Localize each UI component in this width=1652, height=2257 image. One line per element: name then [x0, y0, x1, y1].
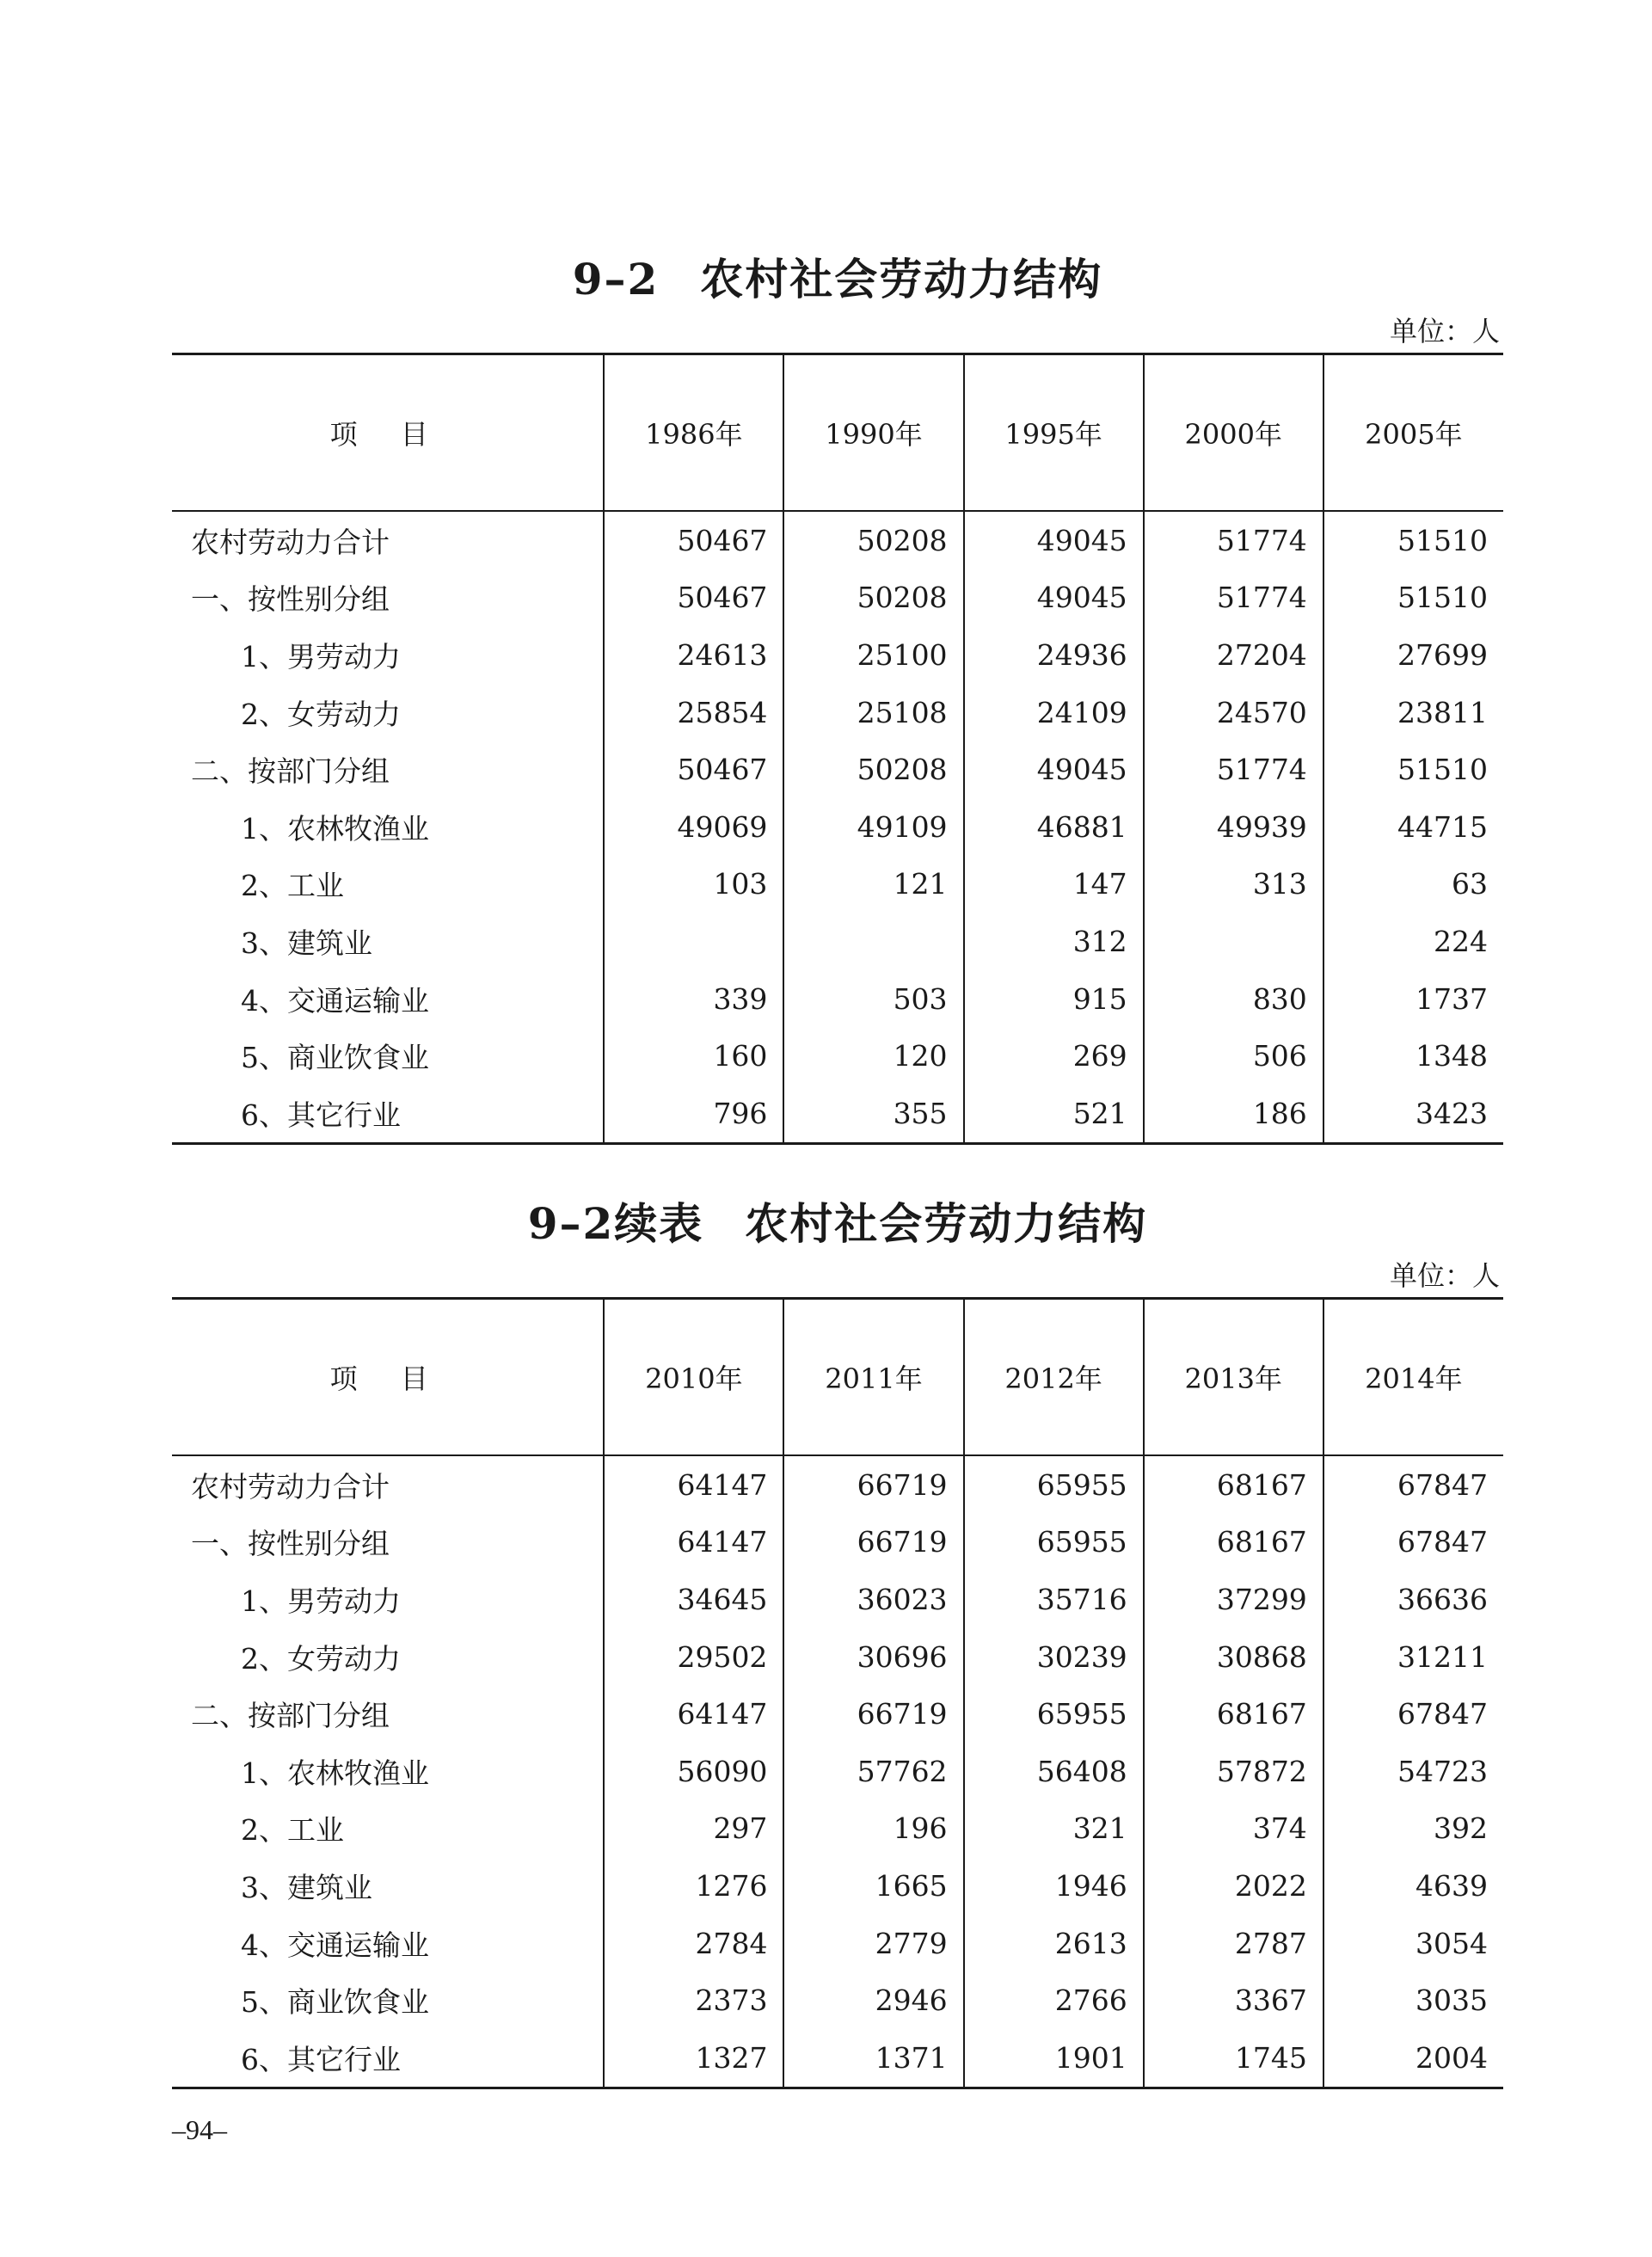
table-body: [172, 511, 1503, 1143]
row-label: 4、交通运输业: [241, 1928, 429, 1962]
cell-value: 3054: [1323, 1915, 1503, 1972]
row-label: 1、男劳动力: [241, 1584, 401, 1618]
header-year: 2012年: [964, 1299, 1144, 1456]
table-title-text: 农村社会劳动力结构: [700, 254, 1103, 304]
cell-value: 57872: [1144, 1743, 1323, 1800]
cell-value: 49045: [964, 741, 1144, 798]
row-label: 2、工业: [241, 869, 344, 903]
cell-value: 57762: [783, 1743, 963, 1800]
cell-value: 503: [783, 970, 963, 1028]
cell-value: 186: [1144, 1085, 1323, 1143]
cell-value: 36636: [1323, 1571, 1503, 1628]
table-row: [172, 913, 1503, 970]
row-label: 二、按部门分组: [191, 754, 390, 789]
table-row: [172, 1915, 1503, 1972]
header-year: 2010年: [604, 1299, 783, 1456]
cell-value: 2946: [783, 1971, 963, 2029]
header-year: 2005年: [1323, 354, 1503, 512]
cell-value: 321: [964, 1800, 1144, 1858]
cell-value: 34645: [604, 1571, 783, 1628]
cell-value: 49109: [783, 798, 963, 856]
cell-value: [1144, 913, 1323, 970]
table-row: [172, 1857, 1503, 1915]
cell-value: 65955: [964, 1455, 1144, 1514]
cell-value: 2787: [1144, 1915, 1323, 1972]
cell-value: 51774: [1144, 511, 1323, 569]
cell-value: 1946: [964, 1857, 1144, 1915]
unit-label: 单位：人: [1389, 315, 1500, 347]
row-label: 4、交通运输业: [241, 983, 429, 1018]
cell-value: 506: [1144, 1027, 1323, 1085]
cell-value: 54723: [1323, 1743, 1503, 1800]
cell-value: 50467: [604, 569, 783, 627]
header-year: 2000年: [1144, 354, 1323, 512]
cell-value: 224: [1323, 913, 1503, 970]
cell-value: 56090: [604, 1743, 783, 1800]
table-title: [172, 249, 1503, 310]
row-label: 1、男劳动力: [241, 639, 401, 673]
row-label: 3、建筑业: [241, 1870, 372, 1904]
cell-value: 3035: [1323, 1971, 1503, 2029]
page-number: –94–: [172, 2114, 227, 2145]
table-row: [172, 856, 1503, 913]
row-label: 6、其它行业: [241, 2042, 401, 2076]
cell-value: 68167: [1144, 1514, 1323, 1571]
row-label: 2、女劳动力: [241, 1641, 401, 1676]
cell-value: 67847: [1323, 1455, 1503, 1514]
cell-value: 1665: [783, 1857, 963, 1915]
data-table: [172, 353, 1503, 1145]
table-row: [172, 1743, 1503, 1800]
cell-value: 24570: [1144, 684, 1323, 741]
row-label: 3、建筑业: [241, 926, 372, 960]
unit-label: 单位：人: [1389, 1259, 1500, 1292]
row-label: 二、按部门分组: [191, 1699, 390, 1733]
cell-value: 37299: [1144, 1571, 1323, 1628]
table-title: [172, 1194, 1503, 1254]
cell-value: 3423: [1323, 1085, 1503, 1143]
table-code: 9–2续表: [527, 1198, 704, 1249]
table-code: 9–2: [572, 254, 660, 304]
cell-value: 24936: [964, 626, 1144, 684]
cell-value: 297: [604, 1800, 783, 1858]
cell-value: 35716: [964, 1571, 1144, 1628]
cell-value: 49045: [964, 569, 1144, 627]
row-label: 5、商业饮食业: [241, 1985, 429, 2020]
cell-value: 2784: [604, 1915, 783, 1972]
row-label: 2、女劳动力: [241, 697, 401, 731]
cell-value: 269: [964, 1027, 1144, 1085]
row-label: 6、其它行业: [241, 1098, 401, 1132]
header-year: 2014年: [1323, 1299, 1503, 1456]
row-label: 农村劳动力合计: [191, 1469, 390, 1504]
table-body: [172, 1455, 1503, 2088]
data-table: [172, 1297, 1503, 2089]
table-row: [172, 1571, 1503, 1628]
table-row: [172, 1685, 1503, 1743]
table-block-1: [172, 249, 1503, 1145]
table-row: [172, 1085, 1503, 1143]
cell-value: 67847: [1323, 1685, 1503, 1743]
cell-value: 50208: [783, 741, 963, 798]
cell-value: 46881: [964, 798, 1144, 856]
cell-value: 1348: [1323, 1027, 1503, 1085]
table-row: [172, 1027, 1503, 1085]
row-label: 农村劳动力合计: [191, 525, 390, 559]
cell-value: 1737: [1323, 970, 1503, 1028]
cell-value: 31211: [1323, 1628, 1503, 1686]
header-item: 项 目: [172, 1299, 604, 1456]
table-row: [172, 798, 1503, 856]
cell-value: 64147: [604, 1455, 783, 1514]
cell-value: 25108: [783, 684, 963, 741]
header-year: 1986年: [604, 354, 783, 512]
cell-value: 2613: [964, 1915, 1144, 1972]
cell-value: 915: [964, 970, 1144, 1028]
cell-value: 49045: [964, 511, 1144, 569]
cell-value: 27699: [1323, 626, 1503, 684]
cell-value: 36023: [783, 1571, 963, 1628]
header-year: 2013年: [1144, 1299, 1323, 1456]
cell-value: 30696: [783, 1628, 963, 1686]
cell-value: 51510: [1323, 569, 1503, 627]
header-row: [172, 354, 1503, 512]
row-label: 1、农林牧渔业: [241, 811, 429, 846]
cell-value: 27204: [1144, 626, 1323, 684]
cell-value: 196: [783, 1800, 963, 1858]
cell-value: 312: [964, 913, 1144, 970]
cell-value: 2779: [783, 1915, 963, 1972]
cell-value: 830: [1144, 970, 1323, 1028]
table-row: [172, 1455, 1503, 1514]
cell-value: 24613: [604, 626, 783, 684]
cell-value: 50208: [783, 511, 963, 569]
cell-value: [783, 913, 963, 970]
cell-value: 65955: [964, 1514, 1144, 1571]
cell-value: 1371: [783, 2029, 963, 2088]
row-label: 一、按性别分组: [191, 1527, 390, 1561]
cell-value: 51774: [1144, 741, 1323, 798]
row-label: 一、按性别分组: [191, 582, 390, 617]
cell-value: 521: [964, 1085, 1144, 1143]
cell-value: 50467: [604, 741, 783, 798]
cell-value: 374: [1144, 1800, 1323, 1858]
cell-value: 121: [783, 856, 963, 913]
cell-value: 24109: [964, 684, 1144, 741]
cell-value: 44715: [1323, 798, 1503, 856]
cell-value: 1327: [604, 2029, 783, 2088]
cell-value: 51510: [1323, 741, 1503, 798]
cell-value: 339: [604, 970, 783, 1028]
header-row: [172, 1299, 1503, 1456]
row-label: 1、农林牧渔业: [241, 1756, 429, 1790]
cell-value: 63: [1323, 856, 1503, 913]
cell-value: 66719: [783, 1514, 963, 1571]
cell-value: 66719: [783, 1455, 963, 1514]
cell-value: 49939: [1144, 798, 1323, 856]
cell-value: 2022: [1144, 1857, 1323, 1915]
header-item: 项 目: [172, 354, 604, 512]
cell-value: 3367: [1144, 1971, 1323, 2029]
cell-value: 25854: [604, 684, 783, 741]
cell-value: 147: [964, 856, 1144, 913]
table-row: [172, 1971, 1503, 2029]
cell-value: 25100: [783, 626, 963, 684]
header-year: 1990年: [783, 354, 963, 512]
cell-value: [604, 913, 783, 970]
cell-value: 1745: [1144, 2029, 1323, 2088]
table-row: [172, 970, 1503, 1028]
cell-value: 120: [783, 1027, 963, 1085]
table-row: [172, 511, 1503, 569]
cell-value: 1276: [604, 1857, 783, 1915]
cell-value: 313: [1144, 856, 1323, 913]
cell-value: 1901: [964, 2029, 1144, 2088]
table-row: [172, 1628, 1503, 1686]
cell-value: 66719: [783, 1685, 963, 1743]
cell-value: 4639: [1323, 1857, 1503, 1915]
cell-value: 2004: [1323, 2029, 1503, 2088]
cell-value: 51774: [1144, 569, 1323, 627]
table-row: [172, 569, 1503, 627]
cell-value: 2766: [964, 1971, 1144, 2029]
table-title-text: 农村社会劳动力结构: [745, 1198, 1148, 1249]
table-block-2: [172, 1194, 1503, 2089]
cell-value: 56408: [964, 1743, 1144, 1800]
cell-value: 30868: [1144, 1628, 1323, 1686]
cell-value: 392: [1323, 1800, 1503, 1858]
table-row: [172, 1800, 1503, 1858]
table-row: [172, 684, 1503, 741]
cell-value: 50467: [604, 511, 783, 569]
cell-value: 160: [604, 1027, 783, 1085]
cell-value: 68167: [1144, 1455, 1323, 1514]
cell-value: 64147: [604, 1685, 783, 1743]
header-year: 1995年: [964, 354, 1144, 512]
cell-value: 51510: [1323, 511, 1503, 569]
table-row: [172, 1514, 1503, 1571]
cell-value: 68167: [1144, 1685, 1323, 1743]
row-label: 5、商业饮食业: [241, 1041, 429, 1075]
cell-value: 29502: [604, 1628, 783, 1686]
row-label: 2、工业: [241, 1813, 344, 1848]
cell-value: 796: [604, 1085, 783, 1143]
cell-value: 23811: [1323, 684, 1503, 741]
table-row: [172, 741, 1503, 798]
cell-value: 65955: [964, 1685, 1144, 1743]
cell-value: 103: [604, 856, 783, 913]
cell-value: 64147: [604, 1514, 783, 1571]
cell-value: 355: [783, 1085, 963, 1143]
table-row: [172, 626, 1503, 684]
cell-value: 50208: [783, 569, 963, 627]
table-row: [172, 2029, 1503, 2088]
cell-value: 67847: [1323, 1514, 1503, 1571]
cell-value: 2373: [604, 1971, 783, 2029]
cell-value: 49069: [604, 798, 783, 856]
header-year: 2011年: [783, 1299, 963, 1456]
cell-value: 30239: [964, 1628, 1144, 1686]
